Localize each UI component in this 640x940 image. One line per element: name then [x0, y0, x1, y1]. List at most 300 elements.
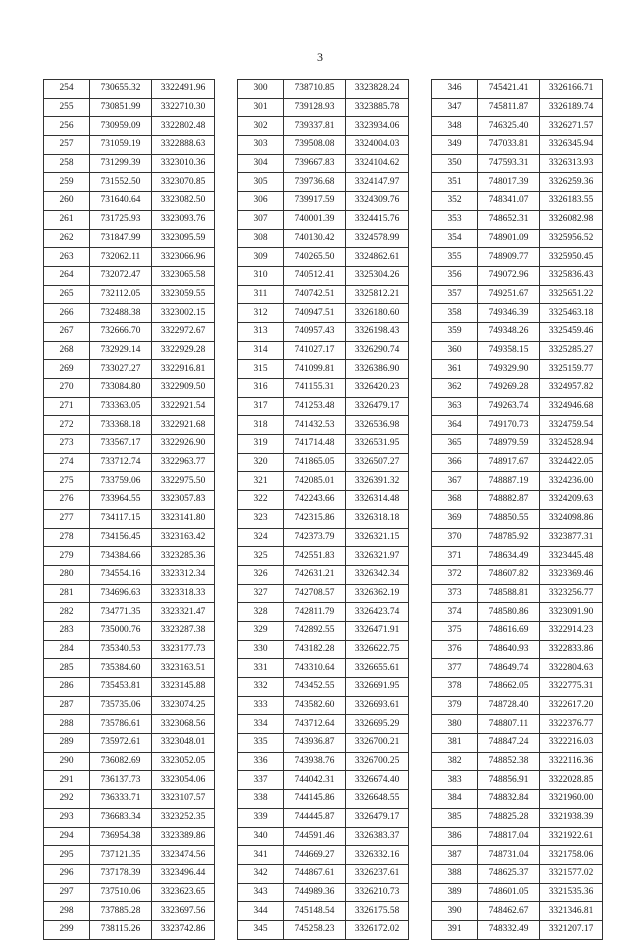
- x-coordinate-cell: 740512.41: [284, 266, 346, 285]
- x-coordinate-cell: 743452.55: [284, 678, 346, 697]
- x-coordinate-cell: 735735.06: [90, 696, 152, 715]
- point-number-cell: 307: [238, 210, 284, 229]
- point-number-cell: 278: [44, 528, 90, 547]
- x-coordinate-cell: 748917.67: [478, 453, 540, 472]
- x-coordinate-cell: 748807.11: [478, 715, 540, 734]
- table-row: [44, 621, 215, 640]
- y-coordinate-cell: 3322804.63: [540, 659, 603, 678]
- table-row: [44, 603, 215, 622]
- x-coordinate-cell: 749358.15: [478, 341, 540, 360]
- x-coordinate-cell: 734696.63: [90, 584, 152, 603]
- table-row: [432, 435, 603, 454]
- point-number-cell: 267: [44, 322, 90, 341]
- point-number-cell: 282: [44, 603, 90, 622]
- y-coordinate-cell: 3325459.46: [540, 322, 603, 341]
- x-coordinate-cell: 740130.42: [284, 229, 346, 248]
- x-coordinate-cell: 748634.49: [478, 547, 540, 566]
- y-coordinate-cell: 3325950.45: [540, 248, 603, 267]
- table-row: [238, 416, 409, 435]
- x-coordinate-cell: 741027.17: [284, 341, 346, 360]
- y-coordinate-cell: 3323065.58: [152, 266, 215, 285]
- point-number-cell: 330: [238, 640, 284, 659]
- point-number-cell: 312: [238, 304, 284, 323]
- point-number-cell: 388: [432, 864, 478, 883]
- x-coordinate-cell: 748462.67: [478, 902, 540, 921]
- y-coordinate-cell: 3321346.81: [540, 902, 603, 921]
- x-coordinate-cell: 746325.40: [478, 117, 540, 136]
- point-number-cell: 389: [432, 883, 478, 902]
- x-coordinate-cell: 738710.85: [284, 80, 346, 99]
- y-coordinate-cell: 3326479.17: [346, 397, 409, 416]
- x-coordinate-cell: 748580.86: [478, 603, 540, 622]
- point-number-cell: 360: [432, 341, 478, 360]
- y-coordinate-cell: 3324415.76: [346, 210, 409, 229]
- point-number-cell: 355: [432, 248, 478, 267]
- table-row: [44, 659, 215, 678]
- y-coordinate-cell: 3326166.71: [540, 80, 603, 99]
- x-coordinate-cell: 742315.86: [284, 509, 346, 528]
- point-number-cell: 332: [238, 678, 284, 697]
- y-coordinate-cell: 3322775.31: [540, 678, 603, 697]
- table-row: [432, 98, 603, 117]
- table-row: [432, 920, 603, 939]
- y-coordinate-cell: 3323095.59: [152, 229, 215, 248]
- point-number-cell: 270: [44, 379, 90, 398]
- point-number-cell: 341: [238, 846, 284, 865]
- x-coordinate-cell: 737885.28: [90, 902, 152, 921]
- table-row: [238, 621, 409, 640]
- y-coordinate-cell: 3326082.98: [540, 210, 603, 229]
- y-coordinate-cell: 3326259.36: [540, 173, 603, 192]
- point-number-cell: 319: [238, 435, 284, 454]
- point-number-cell: 391: [432, 920, 478, 939]
- y-coordinate-cell: 3326674.40: [346, 771, 409, 790]
- table-row: [44, 565, 215, 584]
- point-number-cell: 346: [432, 80, 478, 99]
- table-row: [238, 603, 409, 622]
- y-coordinate-cell: 3322116.36: [540, 752, 603, 771]
- y-coordinate-cell: 3326423.74: [346, 603, 409, 622]
- x-coordinate-cell: 730851.99: [90, 98, 152, 117]
- y-coordinate-cell: 3323093.76: [152, 210, 215, 229]
- table-row: [432, 734, 603, 753]
- x-coordinate-cell: 734156.45: [90, 528, 152, 547]
- x-coordinate-cell: 748332.49: [478, 920, 540, 939]
- x-coordinate-cell: 730959.09: [90, 117, 152, 136]
- table-row: [432, 547, 603, 566]
- point-number-cell: 295: [44, 846, 90, 865]
- point-number-cell: 318: [238, 416, 284, 435]
- point-number-cell: 329: [238, 621, 284, 640]
- y-coordinate-cell: 3324309.76: [346, 192, 409, 211]
- x-coordinate-cell: 736683.34: [90, 808, 152, 827]
- point-number-cell: 337: [238, 771, 284, 790]
- table-row: [44, 136, 215, 155]
- x-coordinate-cell: 731847.99: [90, 229, 152, 248]
- point-number-cell: 375: [432, 621, 478, 640]
- x-coordinate-cell: 740265.50: [284, 248, 346, 267]
- point-number-cell: 335: [238, 734, 284, 753]
- x-coordinate-cell: 733084.80: [90, 379, 152, 398]
- table-row: [44, 360, 215, 379]
- x-coordinate-cell: 749251.67: [478, 285, 540, 304]
- y-coordinate-cell: 3326362.19: [346, 584, 409, 603]
- table-row: [44, 790, 215, 809]
- table-row: [432, 397, 603, 416]
- y-coordinate-cell: 3323066.96: [152, 248, 215, 267]
- y-coordinate-cell: 3322972.67: [152, 322, 215, 341]
- table-row: [432, 266, 603, 285]
- y-coordinate-cell: 3326386.90: [346, 360, 409, 379]
- table-row: [44, 640, 215, 659]
- point-number-cell: 336: [238, 752, 284, 771]
- point-number-cell: 268: [44, 341, 90, 360]
- y-coordinate-cell: 3326700.21: [346, 734, 409, 753]
- y-coordinate-cell: 3326175.58: [346, 902, 409, 921]
- x-coordinate-cell: 735972.61: [90, 734, 152, 753]
- x-coordinate-cell: 736954.38: [90, 827, 152, 846]
- y-coordinate-cell: 3322216.03: [540, 734, 603, 753]
- x-coordinate-cell: 742811.79: [284, 603, 346, 622]
- y-coordinate-cell: 3325836.43: [540, 266, 603, 285]
- point-number-cell: 349: [432, 136, 478, 155]
- point-number-cell: 273: [44, 435, 90, 454]
- table-row: [238, 547, 409, 566]
- y-coordinate-cell: 3322491.96: [152, 80, 215, 99]
- y-coordinate-cell: 3323877.31: [540, 528, 603, 547]
- y-coordinate-cell: 3326183.55: [540, 192, 603, 211]
- point-number-cell: 290: [44, 752, 90, 771]
- x-coordinate-cell: 748601.05: [478, 883, 540, 902]
- y-coordinate-cell: 3324422.05: [540, 453, 603, 472]
- x-coordinate-cell: 749072.96: [478, 266, 540, 285]
- table-row: [238, 136, 409, 155]
- x-coordinate-cell: 744445.87: [284, 808, 346, 827]
- x-coordinate-cell: 732666.70: [90, 322, 152, 341]
- point-number-cell: 377: [432, 659, 478, 678]
- point-number-cell: 326: [238, 565, 284, 584]
- table-row: [238, 98, 409, 117]
- table-row: [432, 80, 603, 99]
- x-coordinate-cell: 748588.81: [478, 584, 540, 603]
- y-coordinate-cell: 3325463.18: [540, 304, 603, 323]
- point-number-cell: 259: [44, 173, 90, 192]
- x-coordinate-cell: 739917.59: [284, 192, 346, 211]
- x-coordinate-cell: 740947.51: [284, 304, 346, 323]
- table-row: [238, 229, 409, 248]
- x-coordinate-cell: 742373.79: [284, 528, 346, 547]
- y-coordinate-cell: 3322909.50: [152, 379, 215, 398]
- point-number-cell: 374: [432, 603, 478, 622]
- table-row: [238, 248, 409, 267]
- y-coordinate-cell: 3323252.35: [152, 808, 215, 827]
- y-coordinate-cell: 3326189.74: [540, 98, 603, 117]
- x-coordinate-cell: 745811.87: [478, 98, 540, 117]
- x-coordinate-cell: 748728.40: [478, 696, 540, 715]
- x-coordinate-cell: 742085.01: [284, 472, 346, 491]
- y-coordinate-cell: 3323445.48: [540, 547, 603, 566]
- y-coordinate-cell: 3324004.03: [346, 136, 409, 155]
- y-coordinate-cell: 3326321.15: [346, 528, 409, 547]
- table-row: [238, 584, 409, 603]
- x-coordinate-cell: 741714.48: [284, 435, 346, 454]
- x-coordinate-cell: 733712.74: [90, 453, 152, 472]
- page-number: 3: [317, 50, 323, 64]
- point-number-cell: 365: [432, 435, 478, 454]
- table-row: [44, 678, 215, 697]
- point-number-cell: 297: [44, 883, 90, 902]
- x-coordinate-cell: 734771.35: [90, 603, 152, 622]
- table-row: [44, 285, 215, 304]
- x-coordinate-cell: 731552.50: [90, 173, 152, 192]
- point-number-cell: 323: [238, 509, 284, 528]
- x-coordinate-cell: 732929.14: [90, 341, 152, 360]
- y-coordinate-cell: 3322975.50: [152, 472, 215, 491]
- point-number-cell: 257: [44, 136, 90, 155]
- point-number-cell: 311: [238, 285, 284, 304]
- x-coordinate-cell: 748850.55: [478, 509, 540, 528]
- point-number-cell: 324: [238, 528, 284, 547]
- point-number-cell: 275: [44, 472, 90, 491]
- x-coordinate-cell: 735384.60: [90, 659, 152, 678]
- point-number-cell: 271: [44, 397, 90, 416]
- point-number-cell: 371: [432, 547, 478, 566]
- point-number-cell: 379: [432, 696, 478, 715]
- point-number-cell: 262: [44, 229, 90, 248]
- x-coordinate-cell: 734384.66: [90, 547, 152, 566]
- x-coordinate-cell: 748847.24: [478, 734, 540, 753]
- table-row: [238, 883, 409, 902]
- x-coordinate-cell: 731640.64: [90, 192, 152, 211]
- point-number-cell: 289: [44, 734, 90, 753]
- x-coordinate-cell: 733567.17: [90, 435, 152, 454]
- y-coordinate-cell: 3326391.32: [346, 472, 409, 491]
- y-coordinate-cell: 3322963.77: [152, 453, 215, 472]
- y-coordinate-cell: 3322929.28: [152, 341, 215, 360]
- table-row: [432, 790, 603, 809]
- y-coordinate-cell: 3325956.52: [540, 229, 603, 248]
- y-coordinate-cell: 3324209.63: [540, 491, 603, 510]
- point-number-cell: 363: [432, 397, 478, 416]
- point-number-cell: 361: [432, 360, 478, 379]
- table-row: [44, 154, 215, 173]
- table-row: [432, 304, 603, 323]
- x-coordinate-cell: 737510.06: [90, 883, 152, 902]
- point-number-cell: 269: [44, 360, 90, 379]
- point-number-cell: 382: [432, 752, 478, 771]
- point-number-cell: 310: [238, 266, 284, 285]
- x-coordinate-cell: 734117.15: [90, 509, 152, 528]
- y-coordinate-cell: 3323934.06: [346, 117, 409, 136]
- y-coordinate-cell: 3322376.77: [540, 715, 603, 734]
- x-coordinate-cell: 733363.05: [90, 397, 152, 416]
- point-number-cell: 342: [238, 864, 284, 883]
- y-coordinate-cell: 3326345.94: [540, 136, 603, 155]
- y-coordinate-cell: 3322710.30: [152, 98, 215, 117]
- table-row: [432, 322, 603, 341]
- table-row: [44, 584, 215, 603]
- point-number-cell: 359: [432, 322, 478, 341]
- x-coordinate-cell: 740742.51: [284, 285, 346, 304]
- point-number-cell: 276: [44, 491, 90, 510]
- table-row: [44, 210, 215, 229]
- x-coordinate-cell: 748825.28: [478, 808, 540, 827]
- table-row: [44, 173, 215, 192]
- point-number-cell: 378: [432, 678, 478, 697]
- y-coordinate-cell: 3321535.36: [540, 883, 603, 902]
- table-row: [238, 285, 409, 304]
- x-coordinate-cell: 732072.47: [90, 266, 152, 285]
- table-row: [432, 603, 603, 622]
- y-coordinate-cell: 3324957.82: [540, 379, 603, 398]
- y-coordinate-cell: 3323369.46: [540, 565, 603, 584]
- point-number-cell: 277: [44, 509, 90, 528]
- point-number-cell: 386: [432, 827, 478, 846]
- x-coordinate-cell: 739337.81: [284, 117, 346, 136]
- x-coordinate-cell: 732062.11: [90, 248, 152, 267]
- y-coordinate-cell: 3326471.91: [346, 621, 409, 640]
- table-row: [44, 341, 215, 360]
- x-coordinate-cell: 743936.87: [284, 734, 346, 753]
- y-coordinate-cell: 3323068.56: [152, 715, 215, 734]
- y-coordinate-cell: 3323010.36: [152, 154, 215, 173]
- point-number-cell: 325: [238, 547, 284, 566]
- coordinate-table-1: [43, 79, 215, 940]
- point-number-cell: 376: [432, 640, 478, 659]
- point-number-cell: 368: [432, 491, 478, 510]
- point-number-cell: 284: [44, 640, 90, 659]
- table-row: [44, 883, 215, 902]
- x-coordinate-cell: 733368.18: [90, 416, 152, 435]
- table-row: [432, 752, 603, 771]
- x-coordinate-cell: 748909.77: [478, 248, 540, 267]
- y-coordinate-cell: 3322617.20: [540, 696, 603, 715]
- point-number-cell: 353: [432, 210, 478, 229]
- point-number-cell: 347: [432, 98, 478, 117]
- y-coordinate-cell: 3322802.48: [152, 117, 215, 136]
- point-number-cell: 279: [44, 547, 90, 566]
- point-number-cell: 384: [432, 790, 478, 809]
- point-number-cell: 357: [432, 285, 478, 304]
- table-row: [44, 453, 215, 472]
- point-number-cell: 281: [44, 584, 90, 603]
- table-row: [432, 491, 603, 510]
- y-coordinate-cell: 3323318.33: [152, 584, 215, 603]
- y-coordinate-cell: 3323074.25: [152, 696, 215, 715]
- table-row: [44, 416, 215, 435]
- table-row: [44, 248, 215, 267]
- point-number-cell: 345: [238, 920, 284, 939]
- x-coordinate-cell: 732112.05: [90, 285, 152, 304]
- point-number-cell: 288: [44, 715, 90, 734]
- table-row: [432, 453, 603, 472]
- point-number-cell: 366: [432, 453, 478, 472]
- x-coordinate-cell: 731725.93: [90, 210, 152, 229]
- y-coordinate-cell: 3322914.23: [540, 621, 603, 640]
- y-coordinate-cell: 3322888.63: [152, 136, 215, 155]
- point-number-cell: 265: [44, 285, 90, 304]
- x-coordinate-cell: 748017.39: [478, 173, 540, 192]
- y-coordinate-cell: 3326172.02: [346, 920, 409, 939]
- y-coordinate-cell: 3325285.27: [540, 341, 603, 360]
- x-coordinate-cell: 743712.64: [284, 715, 346, 734]
- table-row: [44, 266, 215, 285]
- point-number-cell: 304: [238, 154, 284, 173]
- y-coordinate-cell: 3326536.98: [346, 416, 409, 435]
- y-coordinate-cell: 3323285.36: [152, 547, 215, 566]
- x-coordinate-cell: 743582.60: [284, 696, 346, 715]
- y-coordinate-cell: 3325812.21: [346, 285, 409, 304]
- x-coordinate-cell: 733027.27: [90, 360, 152, 379]
- table-row: [238, 322, 409, 341]
- table-row: [432, 136, 603, 155]
- table-row: [44, 734, 215, 753]
- y-coordinate-cell: 3325651.22: [540, 285, 603, 304]
- table-row: [432, 210, 603, 229]
- x-coordinate-cell: 736137.73: [90, 771, 152, 790]
- x-coordinate-cell: 741099.81: [284, 360, 346, 379]
- table-row: [44, 98, 215, 117]
- table-row: [432, 864, 603, 883]
- point-number-cell: 338: [238, 790, 284, 809]
- x-coordinate-cell: 748832.84: [478, 790, 540, 809]
- table-row: [238, 846, 409, 865]
- y-coordinate-cell: 3326691.95: [346, 678, 409, 697]
- x-coordinate-cell: 748341.07: [478, 192, 540, 211]
- table-row: [432, 528, 603, 547]
- point-number-cell: 317: [238, 397, 284, 416]
- table-row: [44, 808, 215, 827]
- table-row: [44, 771, 215, 790]
- y-coordinate-cell: 3322916.81: [152, 360, 215, 379]
- table-row: [238, 173, 409, 192]
- y-coordinate-cell: 3323059.55: [152, 285, 215, 304]
- table-row: [238, 659, 409, 678]
- x-coordinate-cell: 742708.57: [284, 584, 346, 603]
- x-coordinate-cell: 749329.90: [478, 360, 540, 379]
- y-coordinate-cell: 3326321.97: [346, 547, 409, 566]
- point-number-cell: 255: [44, 98, 90, 117]
- y-coordinate-cell: 3324147.97: [346, 173, 409, 192]
- y-coordinate-cell: 3323145.88: [152, 678, 215, 697]
- x-coordinate-cell: 748649.74: [478, 659, 540, 678]
- point-number-cell: 367: [432, 472, 478, 491]
- x-coordinate-cell: 741865.05: [284, 453, 346, 472]
- table-row: [432, 192, 603, 211]
- table-row: [238, 771, 409, 790]
- point-number-cell: 301: [238, 98, 284, 117]
- table-row: [238, 154, 409, 173]
- y-coordinate-cell: 3326314.48: [346, 491, 409, 510]
- point-number-cell: 285: [44, 659, 90, 678]
- y-coordinate-cell: 3326507.27: [346, 453, 409, 472]
- table-row: [44, 696, 215, 715]
- point-number-cell: 283: [44, 621, 90, 640]
- table-row: [432, 416, 603, 435]
- x-coordinate-cell: 749346.39: [478, 304, 540, 323]
- y-coordinate-cell: 3323496.44: [152, 864, 215, 883]
- x-coordinate-cell: 748856.91: [478, 771, 540, 790]
- x-coordinate-cell: 748640.93: [478, 640, 540, 659]
- y-coordinate-cell: 3323742.86: [152, 920, 215, 939]
- point-number-cell: 314: [238, 341, 284, 360]
- table-row: [238, 565, 409, 584]
- table-row: [432, 678, 603, 697]
- table-row: [432, 360, 603, 379]
- table-row: [238, 397, 409, 416]
- y-coordinate-cell: 3323389.86: [152, 827, 215, 846]
- y-coordinate-cell: 3321577.02: [540, 864, 603, 883]
